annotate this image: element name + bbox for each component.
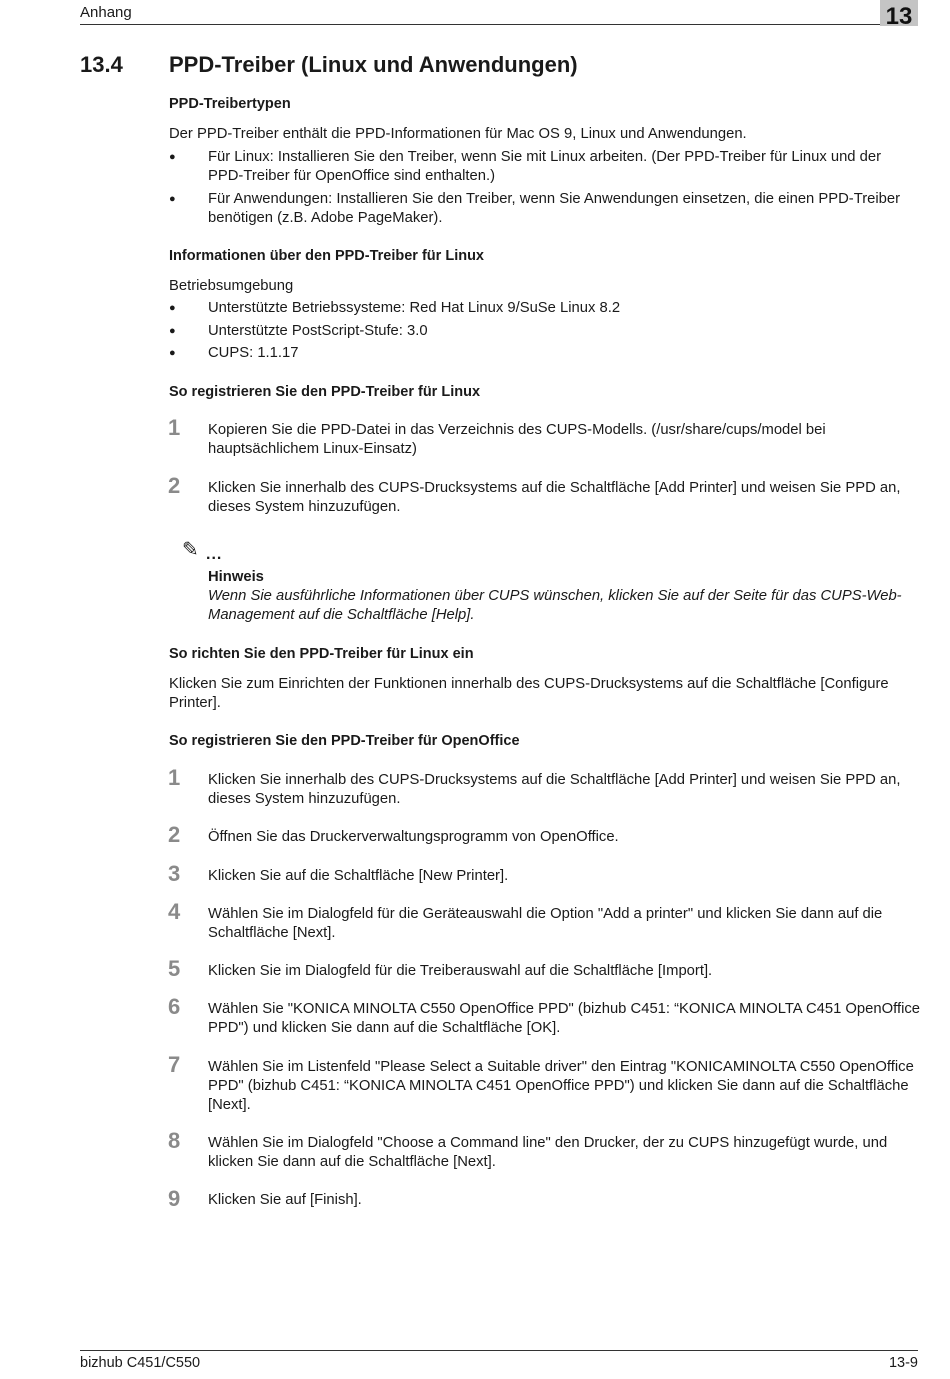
step-number: 4 [168, 899, 181, 924]
heading-register-openoffice: So registrieren Sie den PPD-Treiber für OpenOffice [169, 733, 520, 749]
list-item: Unterstützte PostScript-Stufe: 3.0 [208, 323, 428, 339]
chapter-number-tab: 13 [880, 0, 918, 26]
step-number: 7 [168, 1052, 181, 1077]
operating-environment-label: Betriebsumgebung [169, 278, 294, 294]
bullet-icon: ● [169, 193, 176, 205]
note-dots: ... [206, 546, 223, 563]
heading-setup-linux: So richten Sie den PPD-Treiber für Linux ein [169, 646, 474, 662]
step-text: Wählen Sie im Dialogfeld für die Geräteauswahl die Option "Add a printer" und klicken Sie dann auf die Schaltfläche [Next]. [208, 906, 883, 941]
footer-product-name: bizhub C451/C550 [80, 1355, 201, 1371]
section-number: 13.4 [80, 52, 123, 77]
step-number: 6 [168, 994, 181, 1019]
step-text: Klicken Sie innerhalb des CUPS-Drucksystems auf die Schaltfläche [Add Printer] und weisen Sie PPD an, dieses System hinzuzufügen. [208, 480, 901, 515]
header-rule [80, 24, 918, 25]
footer-page-number: 13-9 [888, 1355, 918, 1371]
heading-register-linux: So registrieren Sie den PPD-Treiber für Linux [169, 384, 481, 400]
step-number: 8 [168, 1128, 181, 1153]
step-text: Wählen Sie "KONICA MINOLTA C550 OpenOffice PPD" (bizhub C451: “KONICA MINOLTA C451 OpenOffice PPD") und klicken Sie dann auf die Schaltfläche [OK]. [208, 1001, 921, 1036]
step-number: 5 [168, 956, 181, 981]
step-text: Wählen Sie im Listenfeld "Please Select a Suitable driver" den Eintrag "KONICAMINOLTA C550 OpenOffice PPD" (bizhub C451: “KONICA MINOLTA C451 OpenOffice PPD") und klicken Sie dann auf die Schaltfläche [Next]. [208, 1059, 914, 1113]
step-number: 9 [168, 1186, 181, 1211]
step-text: Klicken Sie auf die Schaltfläche [New Printer]. [208, 868, 509, 884]
step-number: 3 [168, 861, 181, 886]
step-number: 2 [168, 822, 181, 847]
step-text: Klicken Sie auf [Finish]. [208, 1192, 362, 1208]
running-header: Anhang [80, 4, 132, 21]
step-text: Klicken Sie innerhalb des CUPS-Drucksystems auf die Schaltfläche [Add Printer] und weisen Sie PPD an, dieses System hinzuzufügen. [208, 772, 901, 807]
section-title: PPD-Treiber (Linux und Anwendungen) [169, 52, 578, 77]
step-number: 2 [168, 473, 181, 498]
bullet-icon: ● [169, 151, 176, 163]
step-text: Klicken Sie im Dialogfeld für die Treiberauswahl auf die Schaltfläche [Import]. [208, 963, 713, 979]
pencil-note-icon: ✎ [182, 539, 199, 561]
footer-rule [80, 1350, 918, 1351]
bullet-icon: ● [169, 325, 176, 337]
note-text: Wenn Sie ausführliche Informationen über CUPS wünschen, klicken Sie auf der Seite für das CUPS-Web-Management auf die Schaltfläche [Help]. [208, 588, 902, 623]
list-item: Unterstützte Betriebssysteme: Red Hat Linux 9/SuSe Linux 8.2 [208, 300, 621, 316]
step-text: Öffnen Sie das Druckerverwaltungsprogramm von OpenOffice. [208, 829, 619, 845]
list-item: Für Anwendungen: Installieren Sie den Treiber, wenn Sie Anwendungen einsetzen, die einen PPD-Treiber benötigen (z.B. Adobe PageMaker). [208, 191, 901, 226]
bullet-icon: ● [169, 347, 176, 359]
step-number: 1 [168, 415, 181, 440]
driver-types-intro: Der PPD-Treiber enthält die PPD-Informationen für Mac OS 9, Linux und Anwendungen. [169, 126, 747, 142]
list-item: CUPS: 1.1.17 [208, 345, 299, 361]
setup-linux-text: Klicken Sie zum Einrichten der Funktionen innerhalb des CUPS-Drucksystems auf die Schaltfläche [Configure Printer]. [169, 676, 889, 711]
heading-driver-types: PPD-Treibertypen [169, 96, 291, 112]
step-text: Wählen Sie im Dialogfeld "Choose a Command line" den Drucker, der zu CUPS hinzugefügt wurde, und klicken Sie dann auf die Schaltfläche [Next]. [208, 1135, 888, 1170]
list-item: Für Linux: Installieren Sie den Treiber, wenn Sie mit Linux arbeiten. (Der PPD-Treiber für Linux und der PPD-Treiber für OpenOffice sind enthalten.) [208, 149, 882, 184]
heading-linux-info: Informationen über den PPD-Treiber für Linux [169, 248, 484, 264]
bullet-icon: ● [169, 302, 176, 314]
step-number: 1 [168, 765, 181, 790]
note-title: Hinweis [208, 569, 264, 585]
step-text: Kopieren Sie die PPD-Datei in das Verzeichnis des CUPS-Modells. (/usr/share/cups/model bei hauptsächlichem Linux-Einsatz) [208, 422, 826, 457]
